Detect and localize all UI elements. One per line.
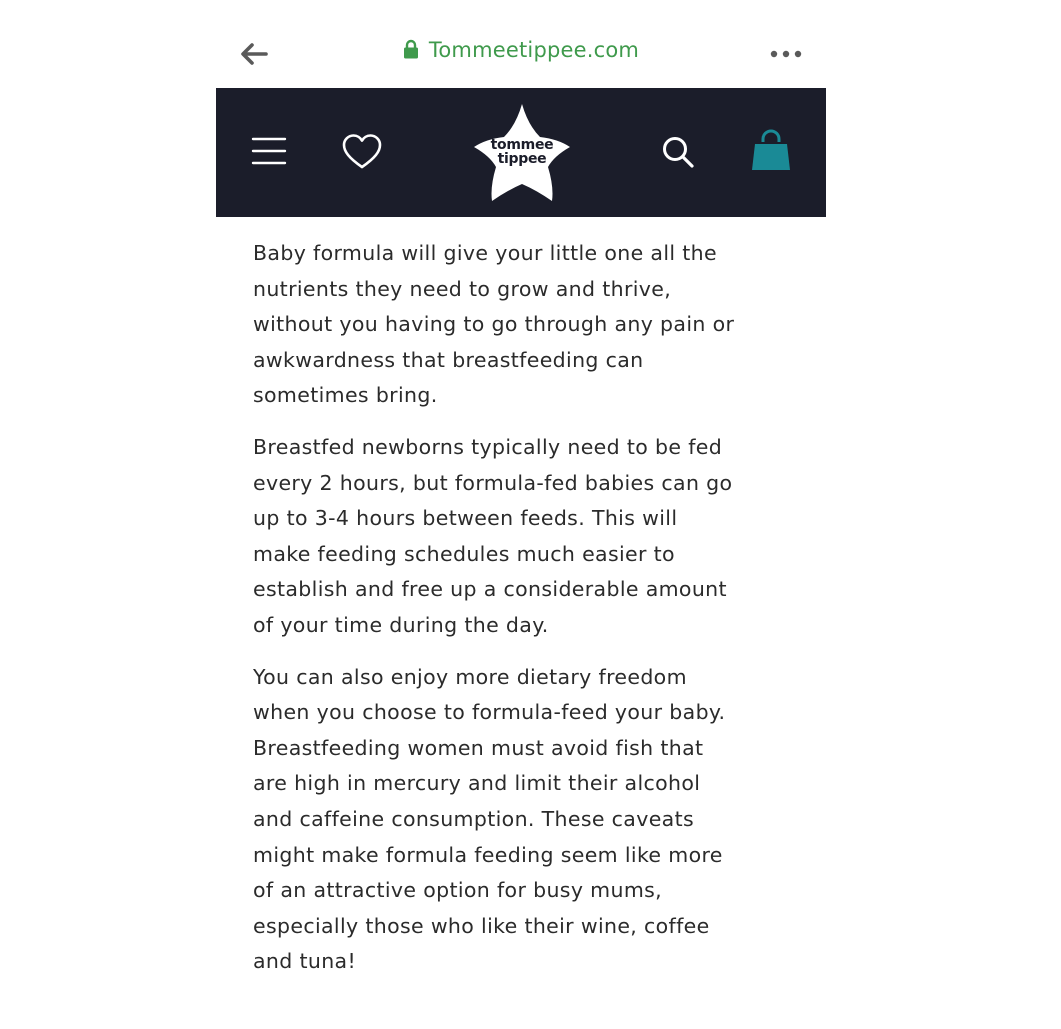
search-button[interactable]: [658, 132, 698, 172]
article-paragraph-1: Baby formula will give your little one all the nutrients they need to grow and thrive, without you having to go through any pain or awkwardness that breastfeeding can sometimes bring.: [253, 241, 735, 408]
more-options-button[interactable]: [766, 36, 806, 72]
article-content: [253, 236, 813, 996]
heart-icon: [340, 132, 384, 172]
article-paragraph-3: You can also enjoy more dietary freedom when you choose to formula-feed your baby. Breastfeeding women must avoid fish that are high in mercury and limit their alcohol and caffeine consumption. These caveats might make formula feeding seem like more of an attractive option for busy mums, especially those who like their wine, coffee and tuna!: [253, 664, 726, 974]
url-text: Tommeetippee.com: [428, 38, 640, 62]
search-icon: [658, 132, 698, 172]
address-bar[interactable]: [216, 38, 826, 64]
basket-button[interactable]: [748, 128, 794, 174]
site-header: [216, 88, 826, 217]
article-paragraph-2: Breastfed newborns typically need to be fed every 2 hours, but formula-fed babies can go up to 3-4 hours between feeds. This will make feeding schedules much easier to establish and free up a considerable amount of your time during the day.: [253, 434, 733, 637]
lock-icon: [403, 39, 419, 64]
brand-logo[interactable]: [470, 101, 574, 205]
favourites-button[interactable]: [340, 132, 384, 172]
hamburger-menu-icon: [250, 133, 290, 169]
shopping-bag-icon: [748, 128, 794, 174]
browser-url-bar: [216, 28, 826, 80]
logo-text-line1: tommee: [490, 137, 554, 153]
menu-button[interactable]: [250, 133, 290, 169]
logo-text-line2: tippee: [497, 151, 547, 167]
more-options-icon: [766, 36, 806, 72]
